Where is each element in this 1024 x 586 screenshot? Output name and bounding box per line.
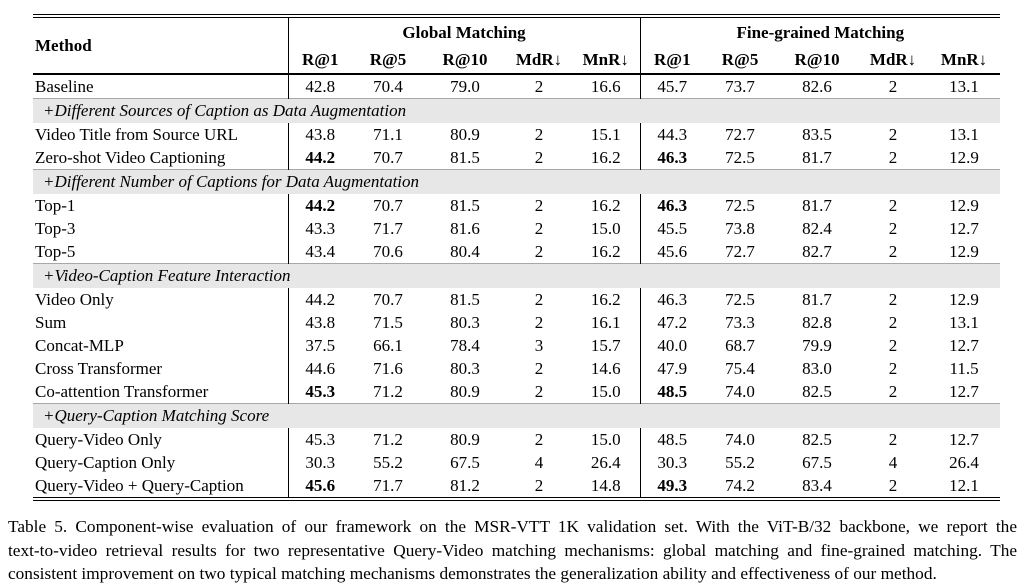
value-cell: 2	[888, 241, 898, 261]
value-cell: 73.8	[725, 218, 755, 238]
value-cell: 67.5	[802, 452, 832, 472]
value-cell: 16.2	[590, 147, 621, 167]
column-header-global-r10: R@10	[424, 46, 506, 74]
section-row	[33, 99, 1000, 124]
value-cell: 26.4	[590, 452, 621, 472]
value-cell: 46.3	[640, 146, 704, 170]
table-caption	[8, 515, 1017, 586]
value-cell: 14.8	[590, 475, 621, 495]
table-body	[33, 74, 1000, 499]
value-cell: 68.7	[725, 335, 755, 355]
value-cell: 81.2	[450, 475, 480, 495]
value-cell: 37.5	[288, 334, 352, 357]
value-cell: 44.2	[288, 194, 352, 217]
value-cell: 82.7	[802, 241, 832, 261]
value-cell: 83.4	[802, 475, 832, 495]
value-cell: 71.1	[373, 124, 403, 144]
value-cell: 71.7	[373, 218, 403, 238]
value-cell: 81.7	[802, 195, 832, 215]
section-label: +Different Number of Captions for Data Augmentation	[33, 170, 1000, 195]
value-cell: 40.0	[640, 334, 704, 357]
column-header-global-r1: R@1	[288, 46, 352, 74]
value-cell: 15.1	[590, 124, 621, 144]
value-cell: 80.4	[450, 241, 480, 261]
value-cell: 2	[888, 76, 898, 96]
value-cell: 15.0	[590, 429, 621, 449]
caption-line: text-to-video retrieval results for two representative Query-Video matching mechanisms: global matching and fine-grained matching. The	[8, 540, 1017, 560]
section-row	[33, 404, 1000, 429]
group-header-global-matching: Global Matching	[288, 16, 640, 46]
value-cell: 45.5	[640, 217, 704, 240]
results-table	[33, 14, 1000, 501]
section-row	[33, 264, 1000, 289]
method-cell: Top-3	[35, 218, 76, 238]
value-cell: 72.5	[725, 289, 755, 309]
value-cell: 3	[534, 335, 544, 355]
value-cell: 72.7	[725, 124, 755, 144]
column-header-fine-r10: R@10	[776, 46, 858, 74]
value-cell: 80.3	[450, 358, 480, 378]
value-cell: 2	[534, 475, 544, 495]
value-cell: 2	[534, 289, 544, 309]
value-cell: 16.2	[590, 195, 621, 215]
value-cell: 70.7	[373, 289, 403, 309]
value-cell: 12.7	[949, 429, 979, 449]
value-cell: 81.6	[450, 218, 480, 238]
value-cell: 13.1	[949, 124, 979, 144]
value-cell: 2	[888, 381, 898, 401]
value-cell: 83.0	[802, 358, 832, 378]
table-row	[33, 380, 1000, 404]
method-cell: Concat-MLP	[35, 335, 124, 355]
caption-line: consistent improvement on two typical matching mechanisms demonstrates the generalization ability and effectiveness of our method.	[8, 564, 937, 584]
value-cell: 45.3	[288, 428, 352, 451]
value-cell: 82.5	[802, 381, 832, 401]
value-cell: 13.1	[949, 312, 979, 332]
value-cell: 81.7	[802, 289, 832, 309]
table-row	[33, 288, 1000, 311]
value-cell: 81.5	[450, 289, 480, 309]
value-cell: 71.5	[373, 312, 403, 332]
value-cell: 44.3	[640, 123, 704, 146]
table-row	[33, 146, 1000, 170]
value-cell: 55.2	[725, 452, 755, 472]
value-cell: 66.1	[373, 335, 403, 355]
value-cell: 79.0	[450, 76, 480, 96]
section-label: +Query-Caption Matching Score	[33, 404, 1000, 429]
value-cell: 2	[888, 289, 898, 309]
group-header-row	[33, 16, 1000, 46]
table-row	[33, 74, 1000, 99]
value-cell: 2	[888, 429, 898, 449]
value-cell: 26.4	[949, 452, 979, 472]
method-cell: Query-Video Only	[35, 429, 162, 449]
value-cell: 2	[534, 147, 544, 167]
value-cell: 12.7	[949, 381, 979, 401]
value-cell: 75.4	[725, 358, 755, 378]
value-cell: 16.1	[590, 312, 621, 332]
value-cell: 45.7	[640, 74, 704, 99]
value-cell: 73.7	[725, 76, 755, 96]
value-cell: 16.2	[590, 241, 621, 261]
column-header-fine-mnr: MnR↓	[928, 46, 1000, 74]
value-cell: 2	[888, 312, 898, 332]
value-cell: 12.1	[949, 475, 979, 495]
table-row	[33, 451, 1000, 474]
value-cell: 2	[534, 218, 544, 238]
group-header-fine-grained-matching: Fine-grained Matching	[640, 16, 1000, 46]
value-cell: 48.5	[640, 380, 704, 404]
value-cell: 45.6	[640, 240, 704, 264]
value-cell: 12.7	[949, 218, 979, 238]
table-row	[33, 194, 1000, 217]
value-cell: 2	[888, 335, 898, 355]
value-cell: 74.2	[725, 475, 755, 495]
value-cell: 2	[534, 312, 544, 332]
value-cell: 43.8	[288, 123, 352, 146]
value-cell: 82.4	[802, 218, 832, 238]
method-column-header: Method	[33, 16, 288, 74]
value-cell: 70.4	[373, 76, 403, 96]
method-cell: Cross Transformer	[35, 358, 163, 378]
value-cell: 16.6	[590, 76, 621, 96]
value-cell: 73.3	[725, 312, 755, 332]
table-row	[33, 311, 1000, 334]
value-cell: 2	[534, 381, 544, 401]
value-cell: 2	[888, 475, 898, 495]
value-cell: 2	[534, 124, 544, 144]
value-cell: 4	[534, 452, 544, 472]
value-cell: 2	[534, 241, 544, 261]
column-header-fine-mdr: MdR↓	[858, 46, 928, 74]
method-cell: Top-1	[35, 195, 76, 215]
value-cell: 4	[888, 452, 898, 472]
value-cell: 80.9	[450, 124, 480, 144]
value-cell: 81.5	[450, 195, 480, 215]
value-cell: 30.3	[288, 451, 352, 474]
table-row	[33, 334, 1000, 357]
value-cell: 46.3	[640, 194, 704, 217]
value-cell: 2	[888, 218, 898, 238]
value-cell: 79.9	[802, 335, 832, 355]
value-cell: 55.2	[373, 452, 403, 472]
column-header-global-mnr: MnR↓	[572, 46, 640, 74]
value-cell: 43.3	[288, 217, 352, 240]
value-cell: 12.9	[949, 241, 979, 261]
value-cell: 46.3	[640, 288, 704, 311]
value-cell: 45.6	[288, 474, 352, 499]
value-cell: 47.9	[640, 357, 704, 380]
value-cell: 47.2	[640, 311, 704, 334]
value-cell: 45.3	[288, 380, 352, 404]
value-cell: 70.7	[373, 195, 403, 215]
method-cell: Query-Video + Query-Caption	[35, 475, 244, 495]
value-cell: 2	[534, 76, 544, 96]
value-cell: 74.0	[725, 429, 755, 449]
value-cell: 80.9	[450, 429, 480, 449]
value-cell: 67.5	[450, 452, 480, 472]
value-cell: 71.2	[373, 429, 403, 449]
value-cell: 74.0	[725, 381, 755, 401]
value-cell: 72.7	[725, 241, 755, 261]
table-header	[33, 16, 1000, 74]
value-cell: 48.5	[640, 428, 704, 451]
value-cell: 72.5	[725, 195, 755, 215]
value-cell: 80.9	[450, 381, 480, 401]
method-cell: Video Only	[35, 289, 114, 309]
table-row	[33, 123, 1000, 146]
value-cell: 2	[534, 429, 544, 449]
value-cell: 81.5	[450, 147, 480, 167]
value-cell: 14.6	[590, 358, 621, 378]
table-row	[33, 428, 1000, 451]
table-row	[33, 240, 1000, 264]
method-cell: Query-Caption Only	[35, 452, 176, 472]
value-cell: 15.0	[590, 381, 621, 401]
value-cell: 12.9	[949, 195, 979, 215]
value-cell: 2	[888, 147, 898, 167]
value-cell: 81.7	[802, 147, 832, 167]
section-row	[33, 170, 1000, 195]
value-cell: 71.2	[373, 381, 403, 401]
table-row	[33, 357, 1000, 380]
value-cell: 15.7	[590, 335, 621, 355]
value-cell: 42.8	[288, 74, 352, 99]
section-label: +Video-Caption Feature Interaction	[33, 264, 1000, 289]
value-cell: 12.7	[949, 335, 979, 355]
value-cell: 11.5	[949, 358, 979, 378]
method-cell: Video Title from Source URL	[35, 124, 238, 144]
value-cell: 44.6	[288, 357, 352, 380]
value-cell: 82.6	[802, 76, 832, 96]
method-cell: Co-attention Transformer	[35, 381, 209, 401]
value-cell: 16.2	[590, 289, 621, 309]
value-cell: 71.7	[373, 475, 403, 495]
method-cell: Zero-shot Video Captioning	[35, 147, 226, 167]
value-cell: 78.4	[450, 335, 480, 355]
value-cell: 13.1	[949, 76, 979, 96]
table-row	[33, 474, 1000, 499]
column-header-fine-r1: R@1	[640, 46, 704, 74]
column-header-global-r5: R@5	[352, 46, 424, 74]
value-cell: 82.5	[802, 429, 832, 449]
value-cell: 83.5	[802, 124, 832, 144]
value-cell: 70.6	[373, 241, 403, 261]
value-cell: 70.7	[373, 147, 403, 167]
table-row	[33, 217, 1000, 240]
value-cell: 82.8	[802, 312, 832, 332]
value-cell: 12.9	[949, 147, 979, 167]
value-cell: 49.3	[640, 474, 704, 499]
value-cell: 12.9	[949, 289, 979, 309]
value-cell: 2	[534, 358, 544, 378]
column-header-global-mdr: MdR↓	[506, 46, 572, 74]
column-header-fine-r5: R@5	[704, 46, 776, 74]
method-cell: Top-5	[35, 241, 76, 261]
caption-line: Table 5. Component-wise evaluation of our framework on the MSR-VTT 1K validation set. With the ViT-B/32 backbone, we report the	[8, 517, 1017, 536]
value-cell: 80.3	[450, 312, 480, 332]
value-cell: 2	[888, 358, 898, 378]
value-cell: 2	[534, 195, 544, 215]
method-cell: Sum	[35, 312, 67, 332]
value-cell: 43.4	[288, 240, 352, 264]
value-cell: 44.2	[288, 146, 352, 170]
section-label: +Different Sources of Caption as Data Augmentation	[33, 99, 1000, 124]
value-cell: 44.2	[288, 288, 352, 311]
value-cell: 72.5	[725, 147, 755, 167]
value-cell: 2	[888, 124, 898, 144]
value-cell: 2	[888, 195, 898, 215]
value-cell: 71.6	[373, 358, 403, 378]
method-cell: Baseline	[35, 76, 94, 96]
value-cell: 43.8	[288, 311, 352, 334]
value-cell: 30.3	[640, 451, 704, 474]
value-cell: 15.0	[590, 218, 621, 238]
